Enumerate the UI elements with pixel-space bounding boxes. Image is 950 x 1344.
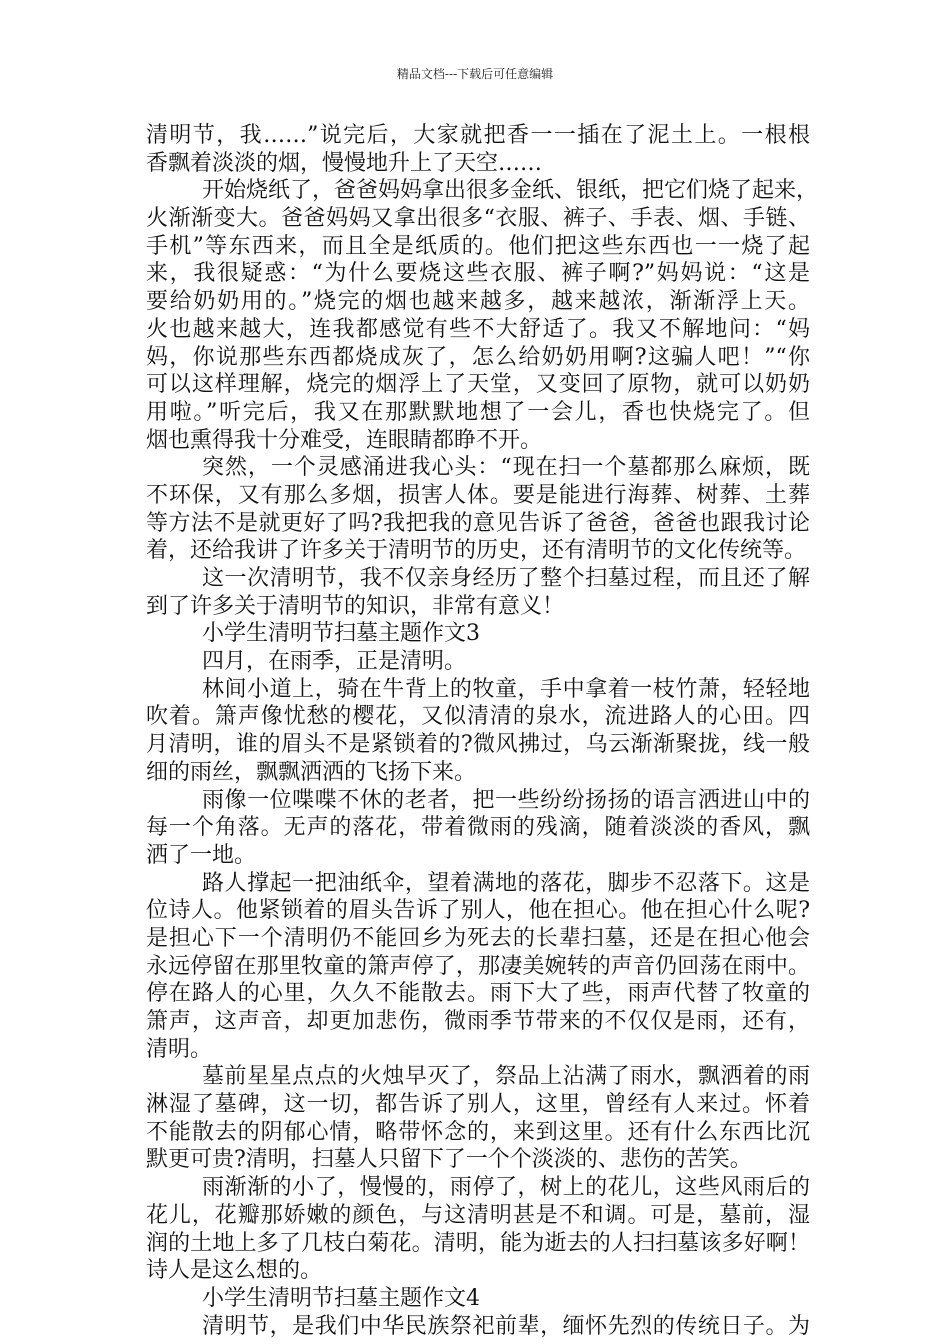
paragraph-line: 不能散去的阴郁心情，略带怀念的，来到这里。还有什么东西比沉 [146,1119,810,1145]
paragraph-line: 淋湿了墓碑，这一切，都告诉了别人，这里，曾经有人来过。怀着 [146,1092,810,1118]
paragraph-line: 等方法不是就更好了吗?我把我的意见告诉了爸爸，爸爸也跟我讨论 [146,510,810,536]
paragraph [146,620,810,648]
paragraph-line: 火也越来越大，连我都感觉有些不大舒适了。我又不解地问：“妈 [146,316,810,342]
paragraph-line: 这一次清明节，我不仅亲身经历了整个扫墓过程，而且还了解 [202,566,810,591]
paragraph-line: 火渐渐变大。爸爸妈妈又拿出很多“衣服、裤子、手表、烟、手链、 [146,206,810,232]
paragraph [146,1285,810,1313]
paragraph-line: 吹着。箫声像忧愁的樱花，又似清清的泉水，流进路人的心田。四 [146,704,810,730]
paragraph-line: 花儿，花瓣那娇嫩的颜色，与这清明甚是不和调。可是，墓前，湿 [146,1202,810,1228]
paragraph [146,1313,810,1341]
paragraph [146,676,810,787]
paragraph-line: 要给奶奶用的。”烧完的烟也越来越多，越来越浓，渐渐浮上天。 [146,289,810,315]
paragraph [146,177,819,454]
paragraph-line: 永远停留在那里牧童的箫声停了，那凄美婉转的声音仍回荡在雨中。 [146,953,810,979]
paragraph [146,870,810,1064]
paragraph-line: 墓前星星点点的火烛早灭了，祭品上沾满了雨水，飘洒着的雨 [202,1064,810,1090]
page-header: 精品文档---下载后可任意编辑 [396,67,554,81]
paragraph [146,122,810,177]
paragraph-line: 月清明，谁的眉头不是紧锁着的?微风拂过，乌云渐渐聚拢，线一般 [146,732,810,758]
paragraph-line: 停在路人的心里，久久不能散去。雨下大了些，雨声代替了牧童的 [146,981,810,1007]
paragraph-line: 四月，在雨季，正是清明。 [202,649,467,675]
paragraph-line: 手机”等东西来，而且全是纸质的。他们把这些东西也一一烧了起 [146,233,810,259]
paragraph-line: 清明节，是我们中华民族祭祀前辈，缅怀先烈的传统日子。为 [202,1313,810,1339]
paragraph-line: 小学生清明节扫墓主题作文3 [202,621,480,647]
paragraph-line: 洒了一地。 [146,842,257,868]
paragraph-line: 小学生清明节扫墓主题作文4 [202,1285,480,1311]
paragraph-line: 细的雨丝，飘飘洒洒的飞扬下来。 [146,759,477,785]
paragraph-line: 路人撑起一把油纸伞，望着满地的落花，脚步不忍落下。这是 [202,870,810,896]
paragraph [146,648,810,676]
paragraph-line: 每一个角落。无声的落花，带着微雨的残滴，随着淡淡的香风，飘 [146,815,810,841]
paragraph-line: 是担心下一个清明仍不能回乡为死去的长辈扫墓，还是在担心他会 [146,925,810,951]
paragraph-line: 清明节，我……”说完后，大家就把香一一插在了泥土上。一根根 [146,123,810,148]
paragraph-line: 箫声，这声音，却更加悲伤，微雨季节带来的不仅仅是雨，还有， [146,1009,810,1034]
paragraph-line: 清明。 [146,1036,213,1062]
paragraph-line: 香飘着淡淡的烟，慢慢地升上了天空…… [146,150,543,176]
paragraph-line: 雨渐渐的小了，慢慢的，雨停了，树上的花儿，这些风雨后的 [202,1175,810,1201]
paragraph-line: 到了许多关于清明节的知识，非常有意义！ [146,593,565,619]
paragraph [146,787,810,870]
paragraph [146,1063,810,1174]
paragraph [146,565,810,620]
paragraph-line: 默更可贵?清明，扫墓人只留下了一个个淡淡的、悲伤的苦笑。 [146,1147,752,1173]
paragraph-line: 位诗人。他紧锁着的眉头告诉了别人，他在担心。他在担心什么呢? [146,898,810,924]
paragraph-line: 诗人是这么想的。 [146,1258,323,1284]
paragraph-line: 开始烧纸了，爸爸妈妈拿出很多金纸、银纸，把它们烧了起来， [202,178,819,204]
paragraph-line: 烟也熏得我十分难受，连眼睛都睁不开。 [146,427,543,453]
paragraph-line: 突然，一个灵感涌进我心头：“现在扫一个墓都那么麻烦，既 [202,455,810,481]
paragraph-line: 来，我很疑惑：“为什么要烧这些衣服、裤子啊?”妈妈说：“这是 [146,261,810,287]
paragraph [146,1174,810,1285]
paragraph-line: 林间小道上，骑在牛背上的牧童，手中拿着一枝竹萧，轻轻地 [202,676,810,702]
paragraph-line: 润的土地上多了几枝白菊花。清明，能为逝去的人扫扫墓该多好啊！ [146,1230,810,1256]
paragraph [146,454,810,565]
paragraph-line: 用啦。”听完后，我又在那默默地想了一会儿，香也快烧完了。但 [146,399,810,425]
paragraph-line: 妈，你说那些东西都烧成灰了，怎么给奶奶用啊?这骗人吧！”“你 [146,344,810,370]
paragraph-line: 雨像一位喋喋不休的老者，把一些纷纷扬扬的语言洒进山中的 [202,787,810,813]
document-body [146,122,819,1340]
paragraph-line: 不环保，又有那么多烟，损害人体。要是能进行海葬、树葬、土葬 [146,482,810,508]
paragraph-line: 着，还给我讲了许多关于清明节的历史，还有清明节的文化传统等。 [146,538,807,564]
paragraph-line: 可以这样理解，烧完的烟浮上了天堂，又变回了原物，就可以奶奶 [146,372,810,398]
